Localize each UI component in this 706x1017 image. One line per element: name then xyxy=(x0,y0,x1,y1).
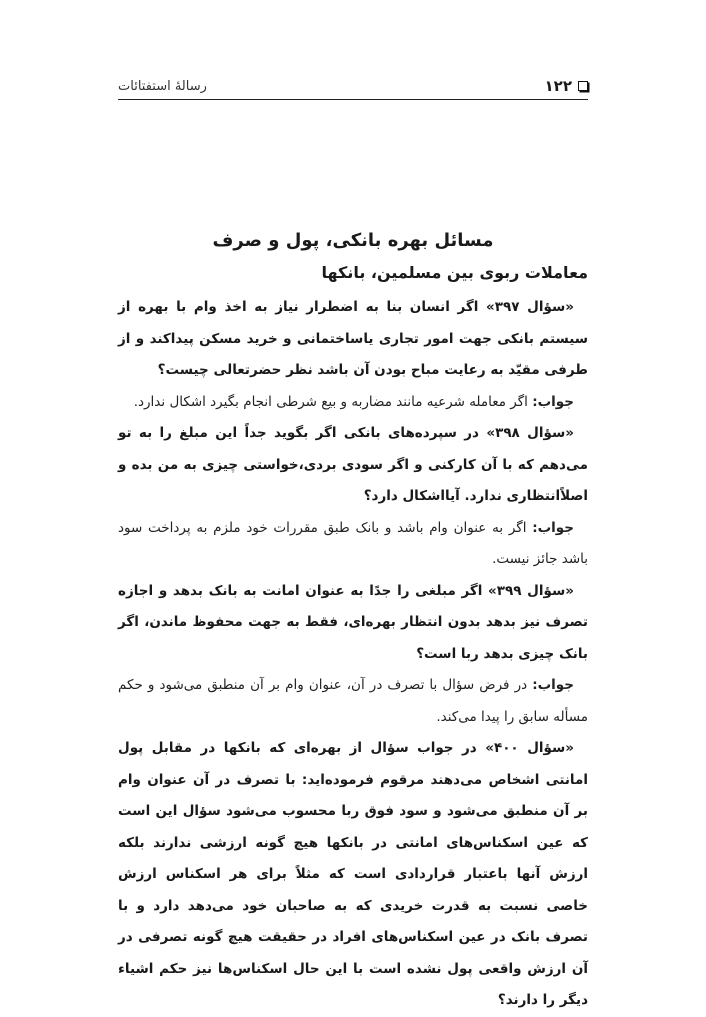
page-number-block xyxy=(545,77,588,95)
answer-label: جواب: xyxy=(532,677,574,693)
book-title: رسالهٔ استفتائات xyxy=(118,79,207,94)
question-label: «سؤال ۳۹۷» xyxy=(486,299,574,315)
section-title: معاملات ربوی بین مسلمین، بانکها xyxy=(321,263,588,282)
chapter-title: مسائل بهره بانکی، پول و صرف xyxy=(212,230,494,251)
answer-text: در فرض سؤال با تصرف در آن، عنوان وام بر آن منطبق می‌شود و حکم مسأله سابق را پیدا می‌کند. xyxy=(118,677,588,725)
question-paragraph xyxy=(118,576,588,671)
page-body xyxy=(118,230,588,1017)
answer-paragraph xyxy=(118,513,588,576)
answer-label: جواب: xyxy=(532,393,574,410)
running-header xyxy=(118,77,588,99)
question-paragraph xyxy=(118,292,588,387)
question-label: «سؤال ۳۹۸» xyxy=(486,425,574,441)
answer-paragraph xyxy=(118,670,588,733)
question-paragraph xyxy=(118,418,588,513)
square-bullet-icon xyxy=(578,81,588,91)
answer-paragraph xyxy=(118,387,588,419)
question-text: در سپرده‌های بانکی اگر بگوید جداً این مبلغ را به تو می‌دهم که با آن کارکنی و اگر سودی بردی،خواستی چیزی به من بده و اصلاًانتظاری ندارد. آیااشکال دارد؟ xyxy=(118,425,588,504)
header-rule xyxy=(118,99,588,100)
question-text: در جواب سؤال از بهره‌ای که بانکها در مقابل پول امانتی اشخاص می‌دهند مرقوم فرموده‌اید: با تصرف در آن عنوان وام بر آن منطبق می‌شود و سود فوق ربا محسوب می‌شود سؤال این است که عین اسکناس‌های امانتی در بانکها هیچ گونه ارزشی ندارند بلکه ارزش آنها باعتبار قراردادی است که مثلاً برای هر اسکناس ارزش خاصی نسبت به قدرت خریدی که به صاحبان خود می‌دهد دارد و با تصرف بانک در عین اسکناس‌های افراد در حقیقت هیچ گونه تصرفی در آن ارزش واقعی پول نشده است با این حال اسکناس‌ها نیز حکم اشیاء دیگر را دارند؟ xyxy=(118,740,588,1008)
page-number: ۱۲۲ xyxy=(544,77,572,95)
question-text: اگر مبلغی را جدًا به عنوان امانت به بانک بدهد و اجازه تصرف نیز بدهد بدون انتظار بهره‌ای، فقط به جهت محفوظ ماندن، اگر بانک چیزی بدهد ربا است؟ xyxy=(118,582,588,662)
question-paragraph xyxy=(118,733,588,1017)
answer-text: اگر به عنوان وام باشد و بانک طبق مقررات خود ملزم به پرداخت سود باشد جائز نیست. xyxy=(118,519,588,567)
answer-text: اگر معامله شرعیه مانند مضاربه و بیع شرطی انجام بگیرد اشکال ندارد. xyxy=(133,393,533,410)
question-text: اگر انسان بنا به اضطرار نیاز به اخذ وام با بهره از سیستم بانکی جهت امور تجاری یاساختمانی و خرید مسکن پیداکند و از طرفی مقیّد به رعایت مباح بودن آن باشد نظر حضرتعالی چیست؟ xyxy=(118,299,588,378)
answer-label: جواب: xyxy=(532,519,574,536)
question-label: «سؤال ۳۹۹» xyxy=(488,582,574,599)
question-label: «سؤال ۴۰۰» xyxy=(485,740,574,756)
